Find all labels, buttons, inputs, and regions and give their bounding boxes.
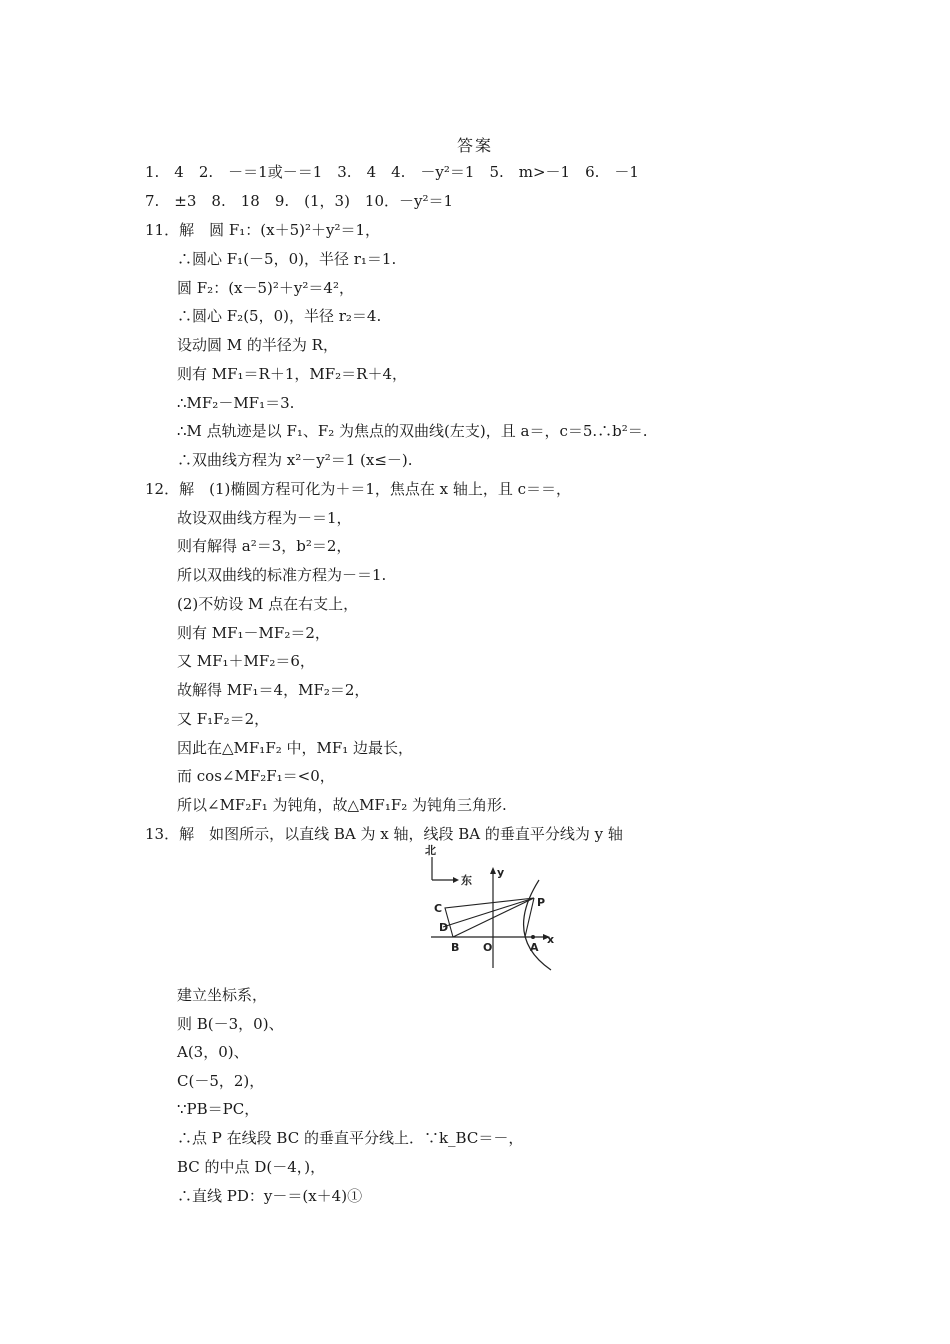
answer-line: ∴圆心 F₂(5，0)，半径 r₂＝4. (177, 307, 382, 325)
point-p-label: P (537, 896, 546, 909)
y-axis-label: y (497, 866, 505, 879)
answer-line: 故解得 MF₁＝4，MF₂＝2， (177, 681, 370, 699)
answer-line: ∴点 P 在线段 BC 的垂直平分线上．∵k_BC＝－， (177, 1129, 524, 1147)
answer-line: 因此在△MF₁F₂ 中，MF₁ 边最长， (177, 739, 414, 757)
answer-line: ∴圆心 F₁(－5，0)，半径 r₁＝1. (177, 250, 397, 268)
answer-line: 12．解 (1)椭圆方程可化为＋＝1，焦点在 x 轴上，且 c＝＝， (145, 480, 572, 498)
x-axis-label: x (547, 933, 555, 946)
answer-line: 则有 MF₁＝R＋1，MF₂＝R＋4， (177, 365, 408, 383)
answer-line: 1. 4 2. －＝1或－＝1 3. 4 4. －y²＝1 5. m>－1 6. －1 (145, 163, 639, 181)
answer-line: 所以双曲线的标准方程为－＝1. (177, 566, 387, 584)
point-a-label: A (530, 941, 539, 954)
point-c-label: C (434, 902, 443, 915)
answer-line: 13．解 如图所示，以直线 BA 为 x 轴，线段 BA 的垂直平分线为 y 轴 (145, 825, 623, 843)
answer-line: 则有 MF₁－MF₂＝2， (177, 624, 330, 642)
east-label: 东 (461, 874, 472, 887)
answer-line: 圆 F₂：(x－5)²＋y²＝4²， (177, 279, 354, 297)
answer-line: 则有解得 a²＝3，b²＝2， (177, 537, 352, 555)
answer-line: 则 B(－3，0)、 (177, 1015, 284, 1033)
answer-line: ∴双曲线方程为 x²－y²＝1 (x≤－). (177, 451, 413, 469)
origin-label: O (483, 941, 493, 954)
point-b-label: B (451, 941, 460, 954)
answer-line: 又 F₁F₂＝2， (177, 710, 270, 728)
answer-line: 建立坐标系， (177, 986, 268, 1004)
north-label: 北 (425, 844, 436, 857)
coordinate-figure (421, 840, 561, 975)
answer-line: ∴M 点轨迹是以 F₁、F₂ 为焦点的双曲线(左支)，且 a＝，c＝5.∴b²＝. (177, 422, 648, 440)
answer-line: 11．解 圆 F₁：(x＋5)²＋y²＝1， (145, 221, 381, 239)
answer-line: 而 cos∠MF₂F₁＝<0， (177, 767, 335, 785)
answer-line: 设动圆 M 的半径为 R， (177, 336, 338, 354)
answer-line: 7. ±3 8. 18 9. (1，3) 10．－y²＝1 (145, 192, 454, 210)
answer-line: 又 MF₁＋MF₂＝6， (177, 652, 315, 670)
point-d-label: D (439, 921, 449, 934)
answer-line: 故设双曲线方程为－＝1， (177, 509, 352, 527)
answer-line: C(－5，2)， (177, 1072, 265, 1090)
answer-line: ∴直线 PD：y－＝(x＋4)① (177, 1187, 363, 1205)
answer-line: ∴MF₂－MF₁＝3. (177, 394, 295, 412)
answer-line: 所以∠MF₂F₁ 为钝角，故△MF₁F₂ 为钝角三角形. (177, 796, 507, 814)
answer-line: A(3，0)、 (177, 1043, 249, 1061)
answer-line: (2)不妨设 M 点在右支上， (177, 595, 359, 613)
answer-line: ∵PB＝PC， (177, 1100, 260, 1118)
answer-title: 答案 (456, 136, 493, 155)
answer-line: BC 的中点 D(－4，)， (177, 1158, 326, 1176)
